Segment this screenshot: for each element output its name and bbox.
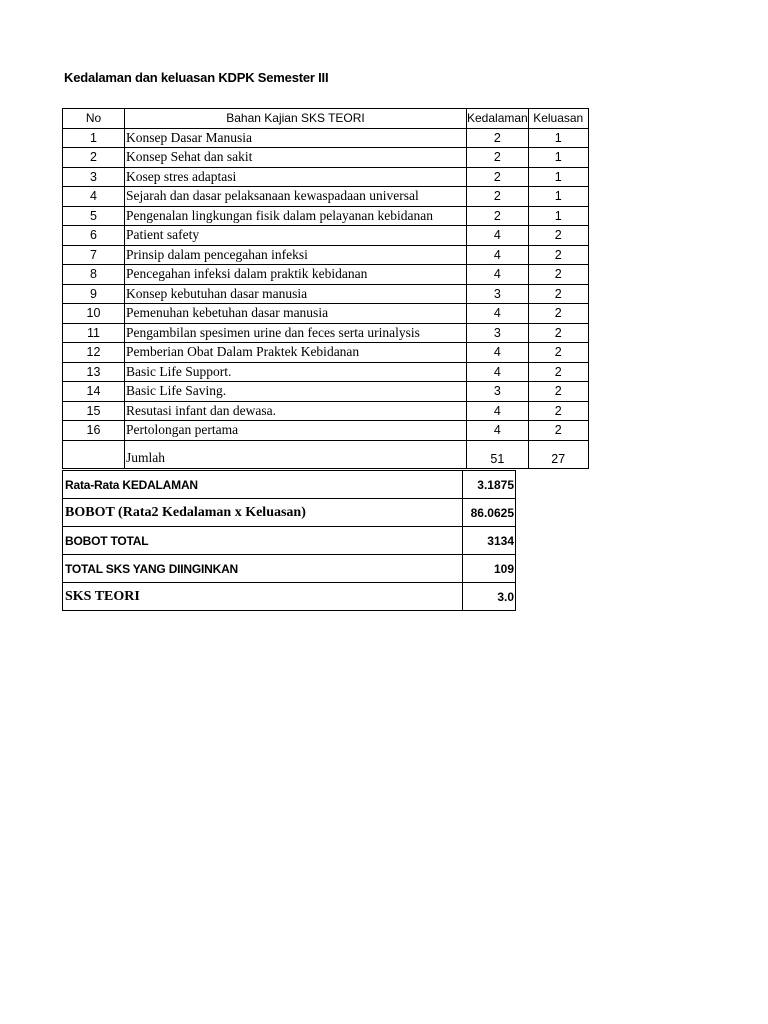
- summary-value: 3134: [463, 527, 516, 555]
- table-row: [63, 265, 589, 285]
- summary-label: SKS TEORI: [63, 583, 463, 611]
- summary-label: BOBOT TOTAL: [63, 527, 463, 555]
- document-title: Kedalaman dan keluasan KDPK Semester III: [64, 70, 329, 85]
- row-bahan-kajian: Pengenalan lingkungan fisik dalam pelayanan kebidanan: [125, 206, 467, 226]
- table-row: [63, 343, 589, 363]
- row-kedalaman: 4: [467, 421, 529, 441]
- row-no: 9: [63, 284, 125, 304]
- row-kedalaman: 4: [467, 304, 529, 324]
- jumlah-kedalaman: 51: [467, 440, 529, 468]
- table-row: [63, 382, 589, 402]
- row-no: 11: [63, 323, 125, 343]
- row-bahan-kajian: Pertolongan pertama: [125, 421, 467, 441]
- row-bahan-kajian: Pencegahan infeksi dalam praktik kebidanan: [125, 265, 467, 285]
- summary-label: BOBOT (Rata2 Kedalaman x Keluasan): [63, 499, 463, 527]
- row-keluasan: 2: [528, 226, 588, 246]
- jumlah-keluasan: 27: [528, 440, 588, 468]
- row-keluasan: 2: [528, 382, 588, 402]
- row-no: 10: [63, 304, 125, 324]
- row-bahan-kajian: Kosep stres adaptasi: [125, 167, 467, 187]
- row-keluasan: 2: [528, 343, 588, 363]
- summary-table: [62, 470, 516, 611]
- row-bahan-kajian: Basic Life Saving.: [125, 382, 467, 402]
- row-keluasan: 2: [528, 265, 588, 285]
- row-bahan-kajian: Sejarah dan dasar pelaksanaan kewaspadaan universal: [125, 187, 467, 207]
- summary-value: 3.0: [463, 583, 516, 611]
- row-kedalaman: 2: [467, 187, 529, 207]
- row-no: 6: [63, 226, 125, 246]
- row-no: 7: [63, 245, 125, 265]
- table-row: [63, 167, 589, 187]
- jumlah-row: [63, 440, 589, 468]
- table-row: [63, 206, 589, 226]
- row-no: 3: [63, 167, 125, 187]
- summary-row: [63, 527, 516, 555]
- table-row: [63, 401, 589, 421]
- row-bahan-kajian: Konsep kebutuhan dasar manusia: [125, 284, 467, 304]
- row-kedalaman: 3: [467, 382, 529, 402]
- header-keluasan: Keluasan: [528, 109, 588, 129]
- row-keluasan: 2: [528, 421, 588, 441]
- header-bahan-kajian: Bahan Kajian SKS TEORI: [125, 109, 467, 129]
- row-no: 16: [63, 421, 125, 441]
- row-no: 8: [63, 265, 125, 285]
- row-kedalaman: 3: [467, 284, 529, 304]
- table-header-row: [63, 109, 589, 129]
- table-row: [63, 226, 589, 246]
- kajian-table: [62, 108, 589, 469]
- row-keluasan: 1: [528, 148, 588, 168]
- summary-table-body: [63, 471, 516, 611]
- row-bahan-kajian: Pemenuhan kebetuhan dasar manusia: [125, 304, 467, 324]
- row-bahan-kajian: Resutasi infant dan dewasa.: [125, 401, 467, 421]
- row-no: 14: [63, 382, 125, 402]
- summary-value: 3.1875: [463, 471, 516, 499]
- row-keluasan: 2: [528, 362, 588, 382]
- summary-label: Rata-Rata KEDALAMAN: [63, 471, 463, 499]
- row-kedalaman: 2: [467, 206, 529, 226]
- summary-value: 109: [463, 555, 516, 583]
- jumlah-no-cell: [63, 440, 125, 468]
- row-kedalaman: 4: [467, 226, 529, 246]
- row-kedalaman: 3: [467, 323, 529, 343]
- row-keluasan: 1: [528, 187, 588, 207]
- row-bahan-kajian: Konsep Sehat dan sakit: [125, 148, 467, 168]
- table-row: [63, 128, 589, 148]
- row-no: 2: [63, 148, 125, 168]
- table-row: [63, 421, 589, 441]
- table-row: [63, 187, 589, 207]
- row-no: 1: [63, 128, 125, 148]
- row-kedalaman: 2: [467, 167, 529, 187]
- row-keluasan: 2: [528, 304, 588, 324]
- row-no: 13: [63, 362, 125, 382]
- row-keluasan: 2: [528, 245, 588, 265]
- row-kedalaman: 4: [467, 362, 529, 382]
- row-keluasan: 1: [528, 128, 588, 148]
- row-keluasan: 1: [528, 167, 588, 187]
- row-kedalaman: 2: [467, 128, 529, 148]
- summary-value: 86.0625: [463, 499, 516, 527]
- table-row: [63, 304, 589, 324]
- kajian-table-body: [63, 109, 589, 469]
- row-bahan-kajian: Pengambilan spesimen urine dan feces serta urinalysis: [125, 323, 467, 343]
- row-bahan-kajian: Pemberian Obat Dalam Praktek Kebidanan: [125, 343, 467, 363]
- row-no: 15: [63, 401, 125, 421]
- summary-label: TOTAL SKS YANG DIINGINKAN: [63, 555, 463, 583]
- summary-row: [63, 471, 516, 499]
- row-kedalaman: 2: [467, 148, 529, 168]
- table-row: [63, 148, 589, 168]
- row-bahan-kajian: Prinsip dalam pencegahan infeksi: [125, 245, 467, 265]
- row-kedalaman: 4: [467, 265, 529, 285]
- jumlah-label: Jumlah: [125, 440, 467, 468]
- row-bahan-kajian: Basic Life Support.: [125, 362, 467, 382]
- row-keluasan: 2: [528, 284, 588, 304]
- row-bahan-kajian: Patient safety: [125, 226, 467, 246]
- row-kedalaman: 4: [467, 343, 529, 363]
- row-no: 5: [63, 206, 125, 226]
- row-keluasan: 2: [528, 323, 588, 343]
- table-row: [63, 245, 589, 265]
- table-row: [63, 323, 589, 343]
- table-row: [63, 362, 589, 382]
- row-keluasan: 1: [528, 206, 588, 226]
- row-keluasan: 2: [528, 401, 588, 421]
- row-no: 12: [63, 343, 125, 363]
- row-kedalaman: 4: [467, 401, 529, 421]
- summary-row: [63, 555, 516, 583]
- table-row: [63, 284, 589, 304]
- row-kedalaman: 4: [467, 245, 529, 265]
- header-no: No: [63, 109, 125, 129]
- summary-row: [63, 499, 516, 527]
- header-kedalaman: Kedalaman: [467, 109, 529, 129]
- row-bahan-kajian: Konsep Dasar Manusia: [125, 128, 467, 148]
- summary-row: [63, 583, 516, 611]
- row-no: 4: [63, 187, 125, 207]
